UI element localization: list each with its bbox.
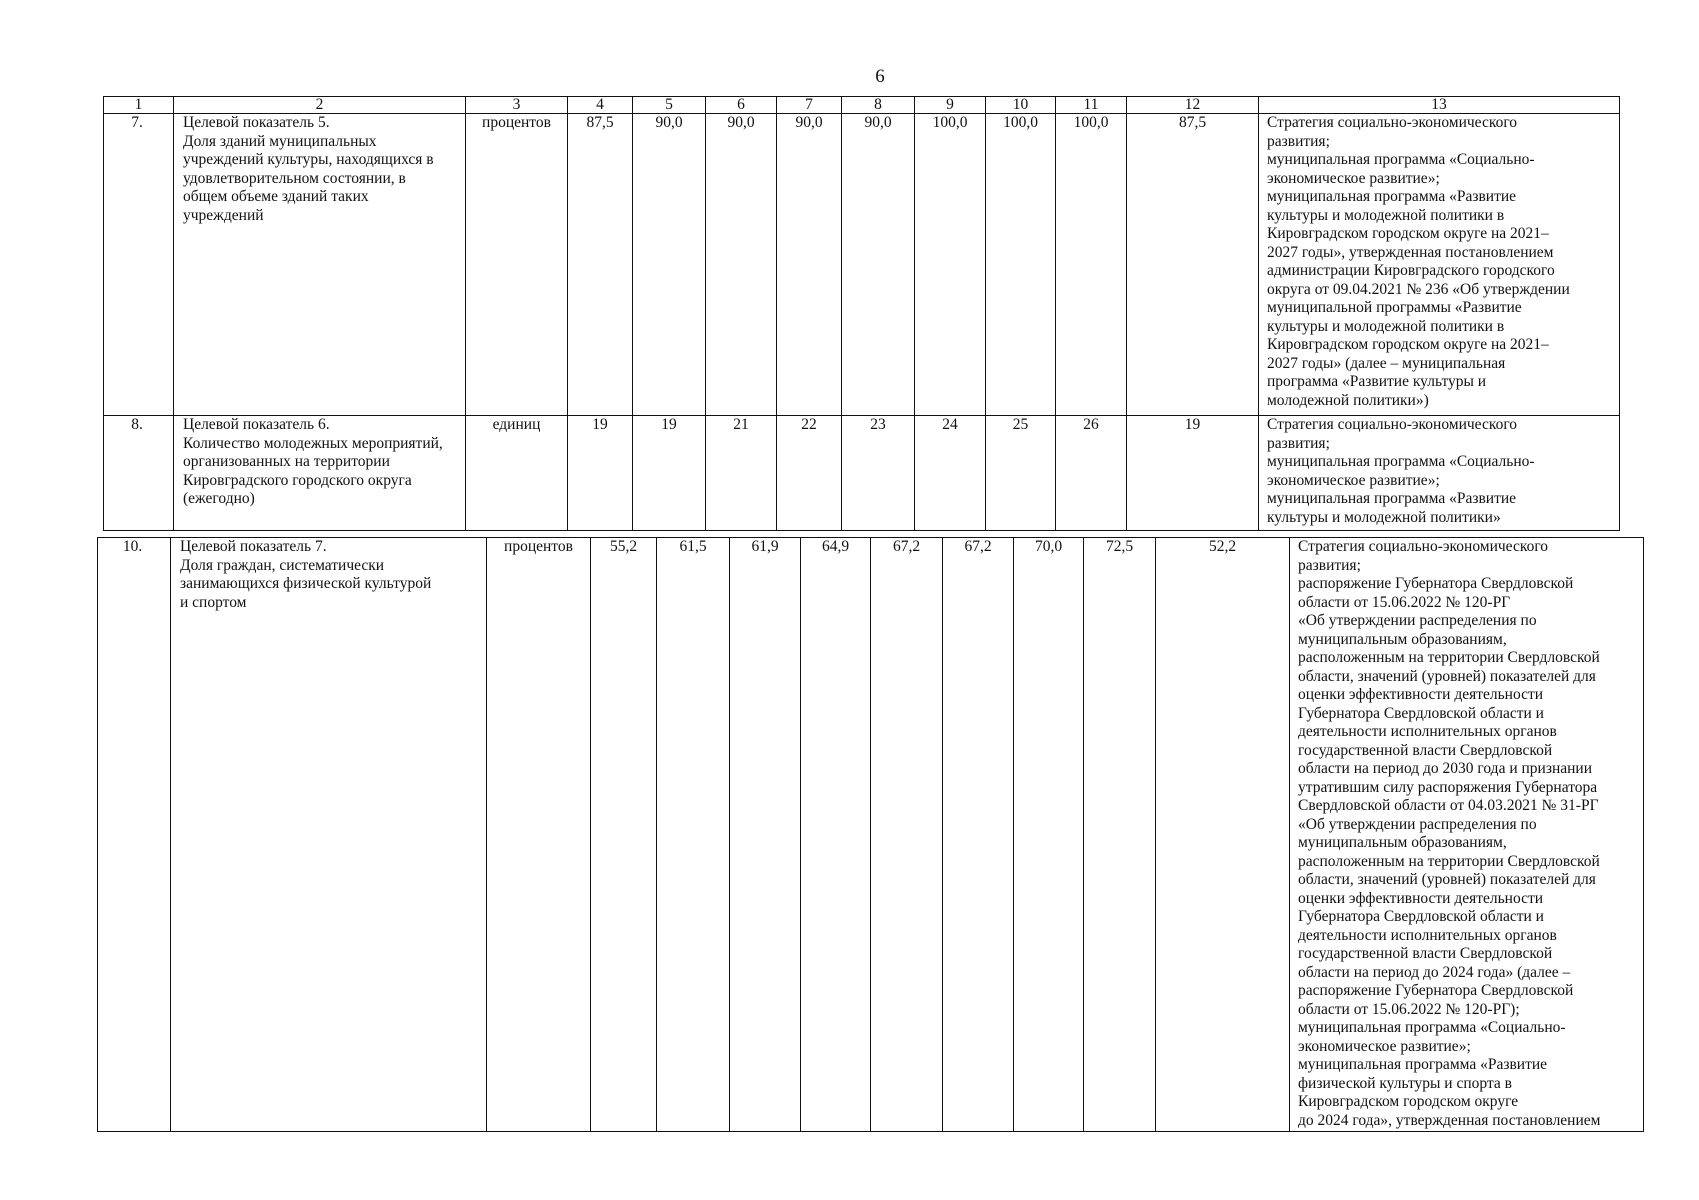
value-cell: 90,0 [706,114,777,416]
indicator-description [171,538,487,1132]
value-cell: 19 [568,416,633,531]
column-header: 13 [1259,97,1620,114]
indicator-text: Доля граждан, систематически занимающихся физической культурой и спортом [180,556,432,611]
value-cell: 87,5 [1127,114,1259,416]
column-header: 7 [777,97,842,114]
indicator-title: Целевой показатель 5. [183,114,330,131]
indicator-title: Целевой показатель 6. [183,416,330,433]
value-cell: 23 [842,416,915,531]
source-cell: Стратегия социально-экономического развития; муниципальная программа «Социально- экономическое развитие»; муниципальная программа «Развитие культуры и молодежной политики» [1259,416,1620,531]
value-cell: 61,5 [657,538,730,1132]
value-cell: 87,5 [568,114,633,416]
table-row [104,114,1620,416]
indicator-text: Количество молодежных мероприятий, организованных на территории Кировградского городского округа (ежегодно) [183,434,443,507]
value-cell: 90,0 [777,114,842,416]
column-header: 12 [1127,97,1259,114]
value-cell: 55,2 [591,538,657,1132]
value-cell: 67,2 [871,538,943,1132]
value-cell: 24 [915,416,986,531]
value-cell: 67,2 [943,538,1014,1132]
row-number: 8. [104,416,174,531]
column-header: 11 [1056,97,1127,114]
value-cell: 90,0 [842,114,915,416]
header-row [104,97,1620,114]
row-number: 7. [104,114,174,416]
column-header: 5 [633,97,706,114]
value-cell: 22 [777,416,842,531]
source-cell: Стратегия социально-экономического развития; муниципальная программа «Социально- экономическое развитие»; муниципальная программа «Развитие культуры и молодежной политики в Кировградском городском округе на 2021– 2027 годы», утвержденная постановлением администрации Кировградского городского округа от 09.04.2021 № 236 «Об утверждении муниципальной программы «Развитие культуры и молодежной политики в Кировградском городском округе на 2021– 2027 годы» (далее – муниципальная программа «Развитие культуры и молодежной политики») [1259,114,1620,416]
value-cell: 26 [1056,416,1127,531]
indicator-text: Доля зданий муниципальных учреждений культуры, находящихся в удовлетворительном состоянии, в общем объеме зданий таких учреждений [183,132,434,224]
unit-cell: единиц [466,416,568,531]
table-row [98,538,1644,1132]
column-header: 4 [568,97,633,114]
column-header: 1 [104,97,174,114]
column-header: 9 [915,97,986,114]
value-cell: 64,9 [801,538,871,1132]
value-cell: 52,2 [1156,538,1290,1132]
value-cell: 25 [986,416,1056,531]
table-row [104,416,1620,531]
value-cell: 19 [633,416,706,531]
indicators-table-top [103,96,1620,531]
column-header: 6 [706,97,777,114]
value-cell: 70,0 [1014,538,1084,1132]
indicator-description [174,114,466,416]
value-cell: 61,9 [730,538,801,1132]
indicator-title: Целевой показатель 7. [180,538,327,555]
indicators-table-bottom [97,537,1644,1132]
value-cell: 19 [1127,416,1259,531]
source-cell: Стратегия социально-экономического развития; распоряжение Губернатора Свердловской области от 15.06.2022 № 120-РГ «Об утверждении распределения по муниципальным образованиям, расположенным на территории Свердловской области, значений (уровней) показателей для оценки эффективности деятельности Губернатора Свердловской области и деятельности исполнительных органов государственной власти Свердловской области на период до 2030 года и признании утратившим силу распоряжения Губернатора Свердловской области от 04.03.2021 № 31-РГ «Об утверждении распределения по муниципальным образованиям, расположенным на территории Свердловской области, значений (уровней) показателей для оценки эффективности деятельности Губернатора Свердловской области и деятельности исполнительных органов государственной власти Свердловской области на период до 2024 года» (далее – распоряжение Губернатора Свердловской области от 15.06.2022 № 120-РГ); муниципальная программа «Социально- экономическое развитие»; муниципальная программа «Развитие физической культуры и спорта в Кировградском городском округе до 2024 года», утвержденная постановлением [1290,538,1644,1132]
column-header: 8 [842,97,915,114]
unit-cell: процентов [487,538,591,1132]
column-header: 2 [174,97,466,114]
value-cell: 72,5 [1084,538,1156,1132]
value-cell: 90,0 [633,114,706,416]
row-number: 10. [98,538,171,1132]
indicator-description [174,416,466,531]
page-number: 6 [875,66,885,87]
unit-cell: процентов [466,114,568,416]
value-cell: 100,0 [986,114,1056,416]
value-cell: 100,0 [1056,114,1127,416]
value-cell: 21 [706,416,777,531]
column-header: 10 [986,97,1056,114]
column-header: 3 [466,97,568,114]
value-cell: 100,0 [915,114,986,416]
